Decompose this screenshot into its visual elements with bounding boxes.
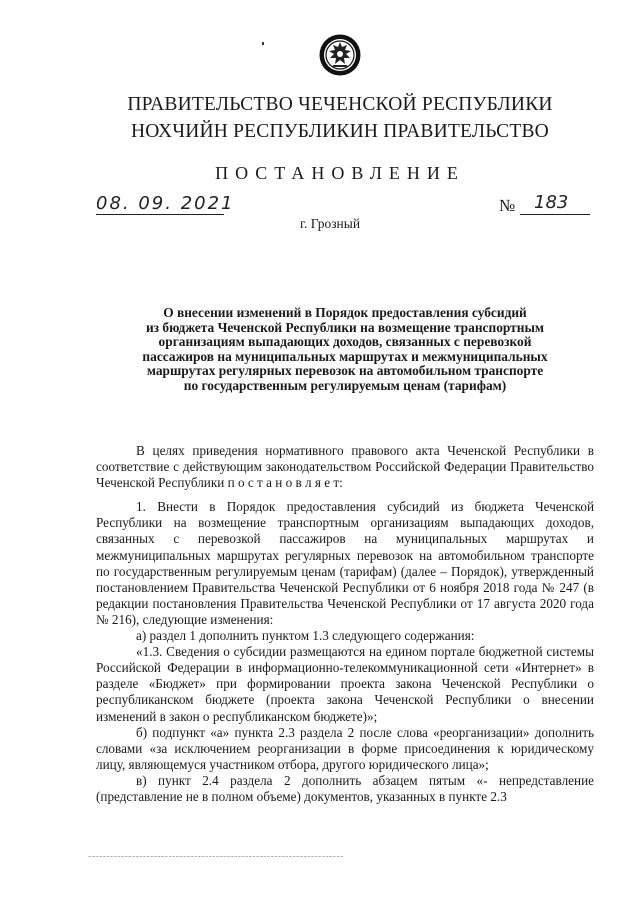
title-line: организациям выпадающих доходов, связанных с перевозкой bbox=[158, 334, 532, 350]
preamble-paragraph: В целях приведения нормативного правового акта Чеченской Республики в соответствие с действующим законодательством Российской Федерации Правительство Чеченской Республики п о с т а н о в л я е т: bbox=[96, 443, 594, 491]
title-line: пассажиров на муниципальных маршрутах и межмуниципальных bbox=[142, 348, 548, 364]
decree-body bbox=[96, 443, 594, 805]
scan-speck bbox=[262, 42, 264, 45]
number-underline bbox=[520, 214, 590, 215]
coat-of-arms-emblem bbox=[318, 33, 362, 77]
title-line: О внесении изменений в Порядок предоставления субсидий bbox=[163, 305, 527, 320]
footer-file-reference: ~~~~~~~~~~~~~~~~~~~~~~~~~~~~~~~~~~~~~~~~~~~~~~~~~~~~~~~~~~~~~~~~~~~~~~ bbox=[88, 854, 344, 859]
document-type: ПОСТАНОВЛЕНИЕ bbox=[215, 163, 465, 183]
subitem-b-paragraph: б) подпункт «а» пункта 2.3 раздела 2 после слова «реорганизации» дополнить словами «за исключением реорганизации в форме присоединения к юридическому лицу, являющемуся участником отбора, другого юридического лица»; bbox=[96, 724, 594, 772]
subitem-a-paragraph: а) раздел 1 дополнить пунктом 1.3 следующего содержания: bbox=[136, 628, 475, 644]
decree-date: 08. 09. 2021 bbox=[96, 193, 235, 214]
decree-number: 183 bbox=[534, 192, 569, 213]
city-name: г. Грозный bbox=[300, 216, 361, 231]
decree-title bbox=[110, 306, 580, 394]
item-1-paragraph: 1. Внести в Порядок предоставления субсидий из бюджета Чеченской Республики на возмещение транспортным организациям выпадающих доходов, связанных с перевозкой пассажиров на муниципальных маршрутах и межмуниципальных маршрутах регулярных перевозок на автомобильном транспорте по государственным регулируемым ценам (тарифам) (далее – Порядок), утвержденный постановлением Правительства Чеченской Республики от 6 ноября 2018 года № 247 (в редакции постановления Правительства Чеченской Республики от 17 августа 2020 года № 216), следующие изменения: bbox=[96, 499, 594, 627]
title-line: маршрутах регулярных перевозок на автомобильном транспорте bbox=[146, 363, 544, 379]
title-line: из бюджета Чеченской Республики на возмещение транспортным bbox=[145, 319, 545, 335]
date-underline bbox=[96, 214, 224, 215]
title-line: по государственным регулируемым ценам (тарифам) bbox=[183, 377, 507, 393]
subitem-v-paragraph: в) пункт 2.4 раздела 2 дополнить абзацем пятым «- непредставление (представление не в полном объеме) документов, указанных в пункте 2.3 bbox=[96, 772, 594, 804]
clause-1-3-paragraph: «1.3. Сведения о субсидии размещаются на едином портале бюджетной системы Российской Федерации в информационно-телекоммуникационной сети «Интернет» в разделе «Бюджет» при формировании проекта закона Чеченской Республики о республиканском бюджете (проекта закона Чеченской Республики о внесении изменений в закон о республиканском бюджете)»; bbox=[96, 644, 594, 724]
number-label: № bbox=[499, 196, 516, 215]
government-name-russian: ПРАВИТЕЛЬСТВО ЧЕЧЕНСКОЙ РЕСПУБЛИКИ bbox=[127, 94, 553, 115]
government-name-chechen: НОХЧИЙН РЕСПУБЛИКИН ПРАВИТЕЛЬСТВО bbox=[131, 121, 549, 142]
